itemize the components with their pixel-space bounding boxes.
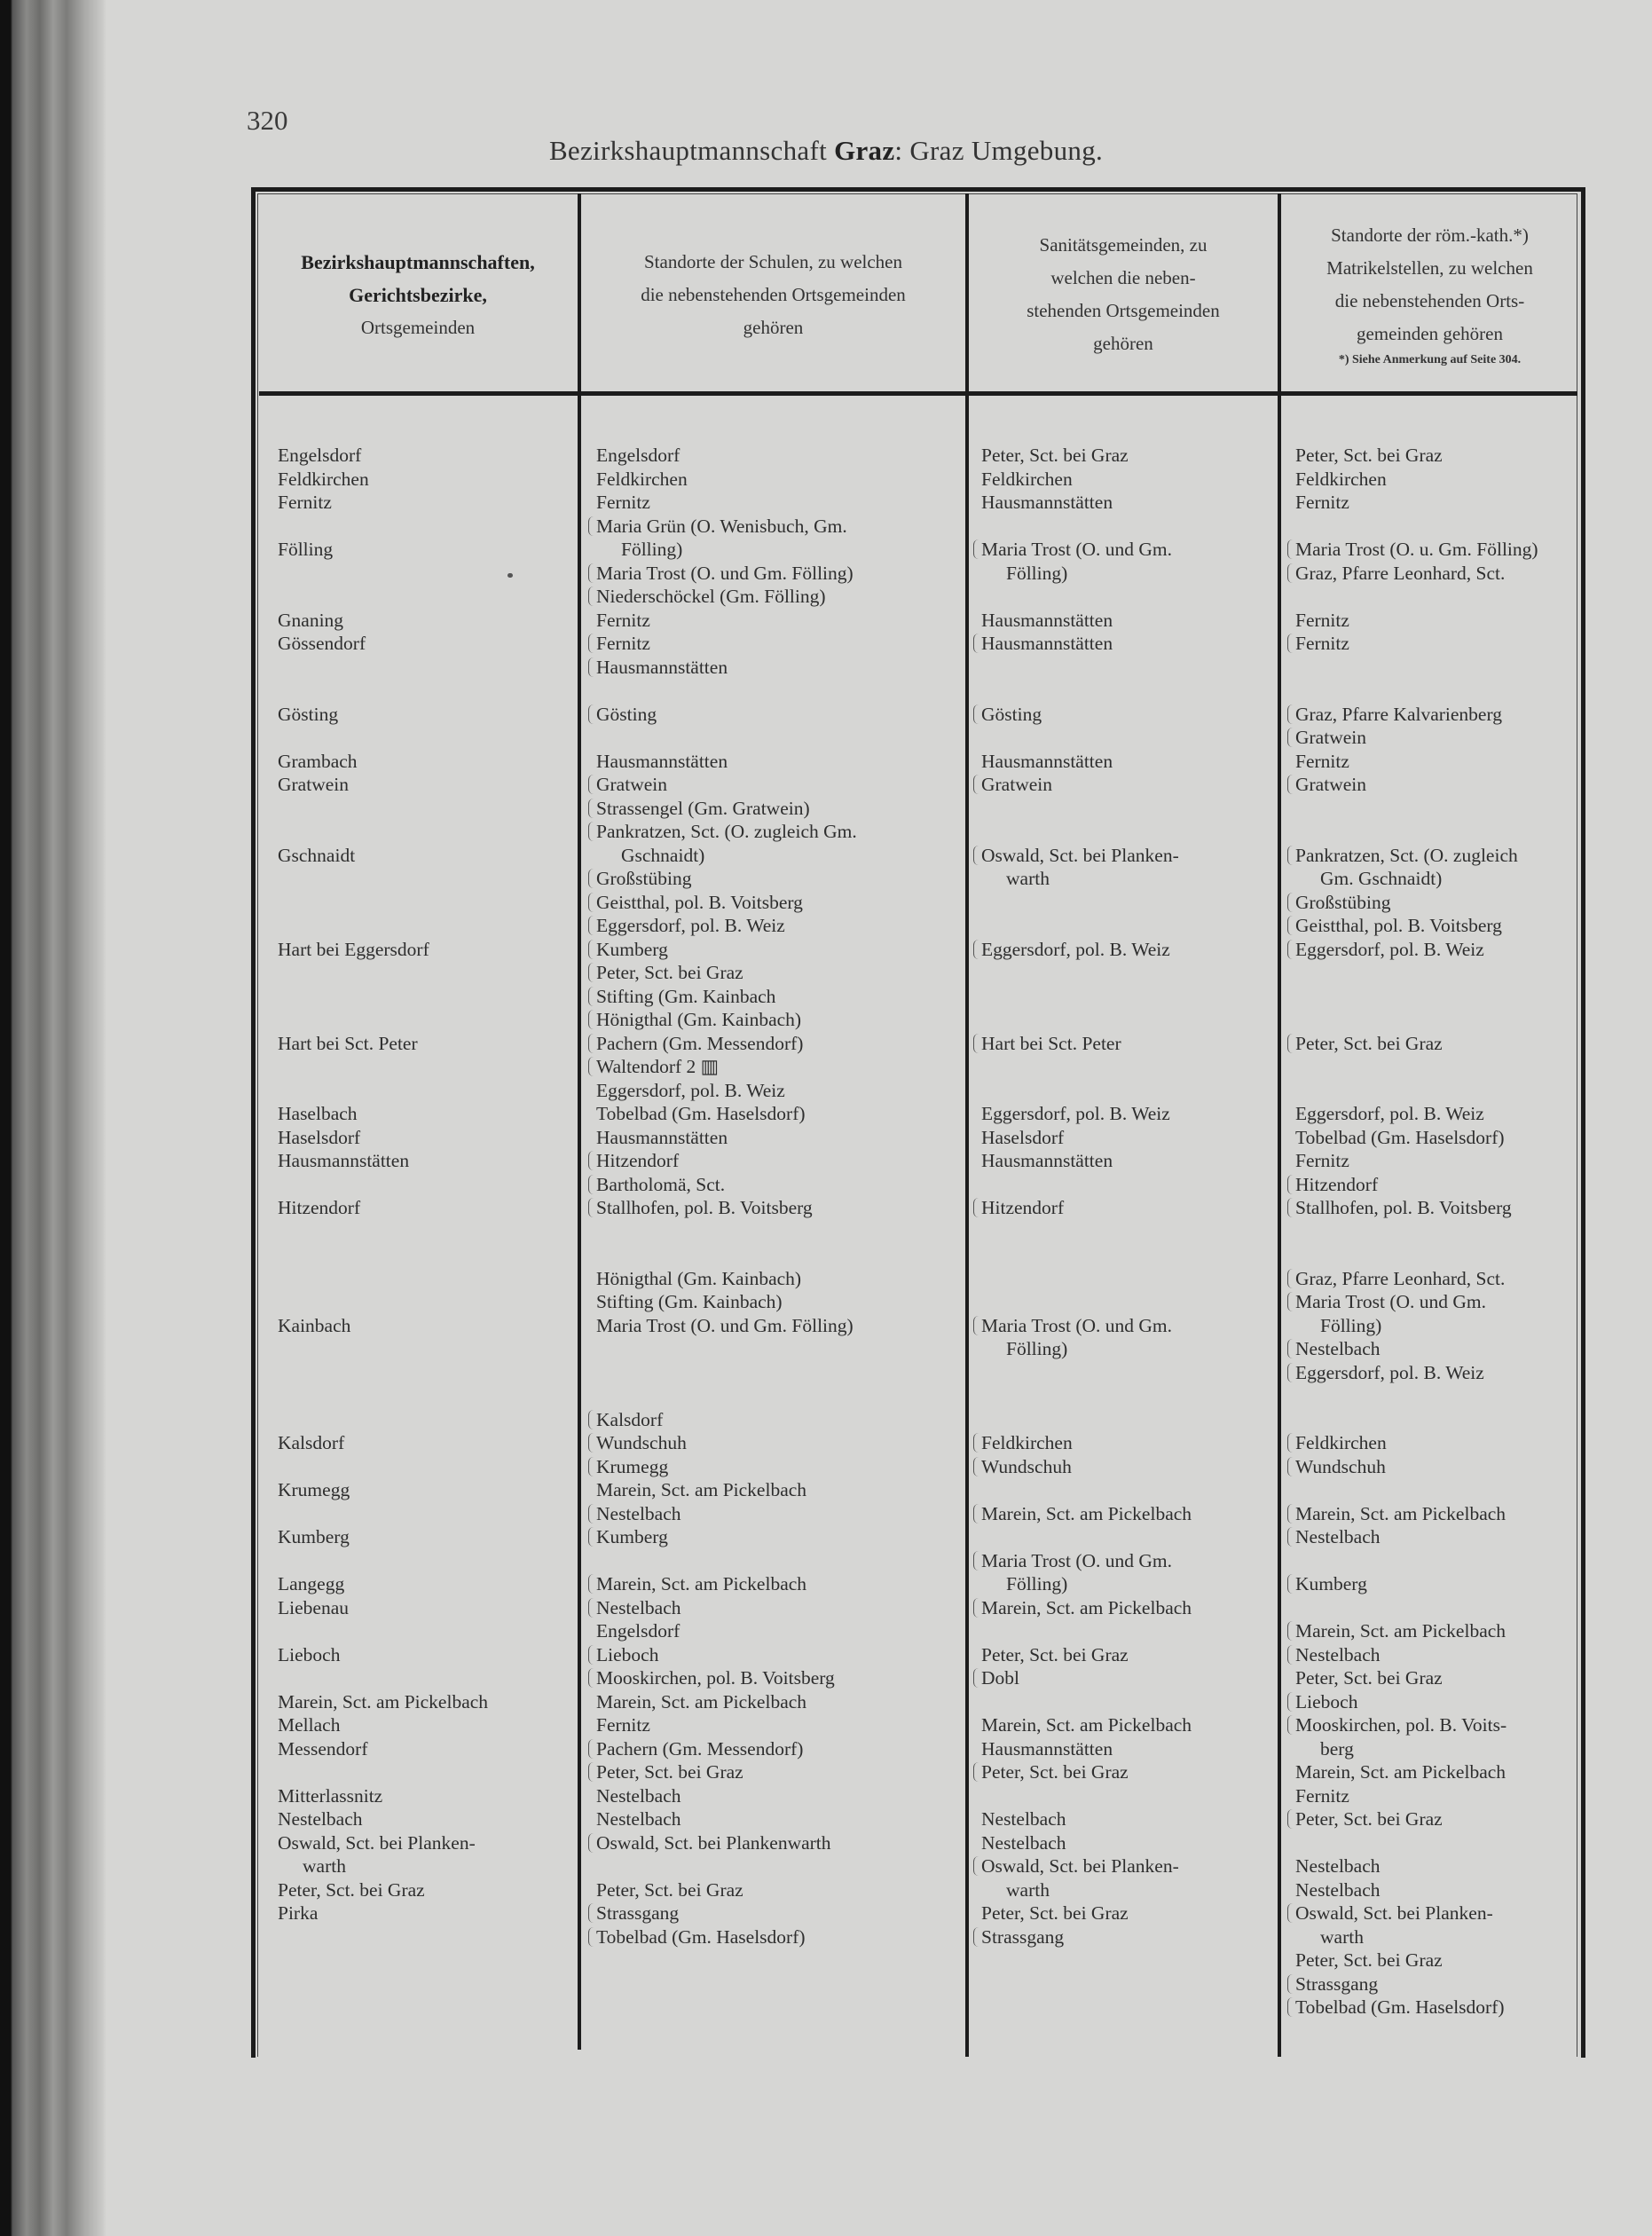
cell-line: Stifting (Gm. Kainbach): [596, 1291, 783, 1312]
cell-line: Gm. Gschnaidt): [1320, 868, 1443, 889]
cell-line: Engelsdorf: [596, 1620, 680, 1642]
cell-spacer: [1295, 1220, 1579, 1244]
header-line: Bezirkshauptmannschaften,: [301, 250, 535, 273]
cell-line: Nestelbach: [278, 1808, 363, 1830]
cell-line: Graz, Pfarre Leonhard, Sct.: [1295, 562, 1579, 586]
cell-line: Hausmannstätten: [278, 1150, 410, 1171]
cell-line: Marein, Sct. am Pickelbach: [278, 1690, 489, 1712]
cell-spacer: [278, 1290, 570, 1314]
cell-line: Grambach: [278, 750, 358, 772]
cell-spacer: [278, 914, 570, 938]
cell-spacer: [278, 1173, 570, 1197]
cell-line: Fernitz: [1295, 1784, 1349, 1807]
cell-line: Feldkirchen: [1295, 1431, 1579, 1455]
cell-line: Maria Trost (O. und Gm.: [981, 538, 1287, 562]
cell-line: Mitterlassnitz: [278, 1784, 383, 1807]
cell-line: Krumegg: [596, 1455, 960, 1479]
column-ortsgemeinden: [278, 444, 570, 1925]
cell-spacer: [278, 1008, 570, 1032]
cell-line: Gratwein: [981, 773, 1287, 797]
cell-spacer: [981, 1525, 1287, 1549]
print-speck: [507, 573, 513, 578]
cell-spacer: [981, 1008, 1287, 1032]
cell-line: Messendorf: [278, 1737, 368, 1760]
cell-line: Tobelbad (Gm. Haselsdorf): [596, 1103, 806, 1124]
cell-line: Hausmannstätten: [981, 609, 1113, 631]
cell-line: Peter, Sct. bei Graz: [981, 445, 1129, 466]
cell-spacer: [278, 1619, 570, 1643]
cell-line: Dobl: [981, 1666, 1287, 1690]
cell-line: Marein, Sct. am Pickelbach: [596, 1690, 807, 1712]
page-number: 320: [247, 105, 288, 136]
cell-line: Wundschuh: [981, 1455, 1287, 1479]
cell-line: Lieboch: [596, 1643, 960, 1667]
cell-spacer: [278, 1243, 570, 1267]
header-schulen: [582, 200, 964, 390]
cell-spacer: [1295, 1831, 1579, 1855]
cell-line: Fernitz: [1295, 1150, 1349, 1171]
cell-line: Geistthal, pol. B. Voitsberg: [1295, 914, 1579, 938]
cell-spacer: [981, 1690, 1287, 1714]
cell-line: Hart bei Eggersdorf: [278, 938, 429, 960]
cell-line: Strassgang: [596, 1901, 960, 1925]
cell-line: Nestelbach: [981, 1831, 1066, 1854]
cell-line: Graz, Pfarre Kalvarienberg: [1295, 703, 1579, 727]
cell-line: Nestelbach: [1295, 1337, 1579, 1361]
cell-line: Bartholomä, Sct.: [596, 1173, 960, 1197]
cell-line: Kumberg: [596, 938, 960, 962]
cell-line: Krumegg: [278, 1479, 350, 1500]
cell-spacer: [981, 585, 1287, 609]
cell-spacer: [278, 961, 570, 985]
cell-line: Peter, Sct. bei Graz: [596, 961, 960, 985]
header-line: die nebenstehenden Orts-: [1334, 290, 1525, 311]
cell-spacer: [278, 1455, 570, 1479]
cell-spacer: [981, 914, 1287, 938]
cell-line: Hausmannstätten: [596, 1126, 728, 1148]
cell-spacer: [596, 1549, 960, 1573]
cell-line: Gösting: [981, 703, 1287, 727]
cell-line: Hausmannstätten: [981, 750, 1113, 772]
cell-line: Peter, Sct. bei Graz: [278, 1878, 425, 1901]
cell-spacer: [1295, 1079, 1579, 1103]
cell-line: Hönigthal (Gm. Kainbach): [596, 1267, 802, 1289]
cell-line: Gössendorf: [278, 633, 366, 654]
header-line: die nebenstehenden Ortsgemeinden: [641, 283, 906, 305]
cell-line: Pankratzen, Sct. (O. zugleich Gm.: [596, 820, 960, 844]
cell-line: Haselbach: [278, 1103, 358, 1124]
cell-spacer: [596, 1854, 960, 1878]
cell-spacer: [278, 515, 570, 539]
cell-spacer: [1295, 1008, 1579, 1032]
cell-line: Hausmannstätten: [981, 1737, 1113, 1760]
column-matrikelstellen: [1295, 444, 1579, 2019]
cell-spacer: [1295, 1055, 1579, 1079]
cell-line: Eggersdorf, pol. B. Weiz: [1295, 938, 1579, 962]
cell-line: Fölling): [1006, 562, 1068, 584]
cell-line: Haselsdorf: [981, 1126, 1065, 1148]
cell-line: Kalsdorf: [596, 1408, 960, 1432]
cell-line: Haselsdorf: [278, 1126, 361, 1148]
cell-line: Engelsdorf: [278, 445, 362, 466]
cell-spacer: [596, 1384, 960, 1408]
cell-line: Pachern (Gm. Messendorf): [596, 1737, 960, 1761]
cell-spacer: [596, 1337, 960, 1361]
cell-line: Gschnaidt: [278, 844, 356, 866]
cell-line: Eggersdorf, pol. B. Weiz: [1295, 1103, 1484, 1124]
cell-spacer: [981, 891, 1287, 915]
cell-line: Feldkirchen: [981, 1431, 1287, 1455]
cell-line: Kalsdorf: [278, 1432, 345, 1453]
cell-line: Gratwein: [278, 774, 349, 795]
cell-line: Maria Trost (O. und Gm. Fölling): [596, 1314, 854, 1336]
cell-line: Hitzendorf: [278, 1197, 361, 1218]
cell-spacer: [981, 679, 1287, 703]
cell-spacer: [278, 891, 570, 915]
cell-line: Peter, Sct. bei Graz: [596, 1878, 743, 1901]
cell-line: warth: [1320, 1925, 1364, 1948]
cell-spacer: [981, 1361, 1287, 1385]
cell-spacer: [1295, 656, 1579, 680]
cell-line: Oswald, Sct. bei Planken-: [981, 1854, 1287, 1878]
running-head-bold: Graz: [834, 135, 895, 166]
cell-line: Fernitz: [596, 632, 960, 656]
cell-spacer: [278, 585, 570, 609]
cell-line: Feldkirchen: [1295, 468, 1387, 490]
cell-spacer: [981, 1267, 1287, 1291]
cell-spacer: [278, 1079, 570, 1103]
cell-line: Marein, Sct. am Pickelbach: [596, 1479, 807, 1500]
cell-line: Fölling): [1006, 1573, 1068, 1594]
cell-spacer: [278, 985, 570, 1009]
cell-line: warth: [1006, 868, 1050, 889]
cell-line: Oswald, Sct. bei Planken-: [981, 844, 1287, 868]
cell-spacer: [1295, 585, 1579, 609]
cell-line: Oswald, Sct. bei Planken-: [278, 1831, 476, 1854]
cell-line: Nestelbach: [596, 1596, 960, 1620]
cell-line: Kainbach: [278, 1314, 351, 1336]
cell-spacer: [278, 656, 570, 680]
cell-line: Wundschuh: [596, 1431, 960, 1455]
cell-spacer: [596, 679, 960, 703]
cell-line: Liebenau: [278, 1596, 349, 1618]
cell-line: Peter, Sct. bei Graz: [1295, 1667, 1443, 1689]
cell-line: Pankratzen, Sct. (O. zugleich: [1295, 844, 1579, 868]
cell-line: Strassengel (Gm. Gratwein): [596, 797, 960, 821]
cell-line: Fölling): [1006, 1338, 1068, 1359]
cell-line: Kumberg: [1295, 1572, 1579, 1596]
cell-line: Kumberg: [596, 1525, 960, 1549]
cell-spacer: [981, 1055, 1287, 1079]
cell-line: Peter, Sct. bei Graz: [981, 1760, 1287, 1784]
header-line: welchen die neben-: [1050, 267, 1196, 288]
cell-line: Hausmannstätten: [981, 492, 1113, 513]
cell-line: Maria Grün (O. Wenisbuch, Gm.: [596, 515, 960, 539]
cell-spacer: [981, 1384, 1287, 1408]
header-line: Gerichtsbezirke,: [349, 283, 487, 306]
cell-line: Eggersdorf, pol. B. Weiz: [981, 938, 1287, 962]
cell-line: Tobelbad (Gm. Haselsdorf): [1295, 1996, 1579, 2019]
cell-line: berg: [1320, 1737, 1354, 1760]
cell-line: Gösting: [596, 703, 960, 727]
cell-line: Tobelbad (Gm. Haselsdorf): [596, 1925, 960, 1949]
column-rule-2: [965, 193, 969, 2057]
cell-spacer: [1295, 820, 1579, 844]
cell-spacer: [1295, 679, 1579, 703]
cell-line: Peter, Sct. bei Graz: [1295, 445, 1443, 466]
cell-spacer: [1295, 1384, 1579, 1408]
cell-line: Hausmannstätten: [981, 1150, 1113, 1171]
running-head-suffix: : Graz Umgebung.: [894, 135, 1104, 166]
cell-line: Mooskirchen, pol. B. Voitsberg: [596, 1666, 960, 1690]
cell-spacer: [1295, 961, 1579, 985]
cell-spacer: [981, 1408, 1287, 1432]
cell-line: Maria Trost (O. u. Gm. Fölling): [1295, 538, 1579, 562]
header-line: gemeinden gehören: [1356, 323, 1504, 344]
scan-gutter-shadow: [0, 0, 106, 2236]
cell-spacer: [981, 1173, 1287, 1197]
cell-spacer: [596, 726, 960, 750]
cell-line: Gratwein: [596, 773, 960, 797]
cell-line: Hitzendorf: [981, 1196, 1287, 1220]
cell-spacer: [278, 1408, 570, 1432]
cell-line: Hart bei Sct. Peter: [981, 1032, 1287, 1056]
cell-line: Nestelbach: [596, 1808, 681, 1830]
header-line: gehören: [743, 316, 804, 338]
cell-line: Gratwein: [1295, 773, 1579, 797]
header-ortsgemeinden: [259, 200, 577, 390]
cell-line: Fernitz: [596, 1714, 650, 1736]
cell-spacer: [981, 1290, 1287, 1314]
cell-line: Oswald, Sct. bei Planken-: [1295, 1901, 1579, 1925]
cell-line: Wundschuh: [1295, 1455, 1579, 1479]
cell-line: Nestelbach: [596, 1502, 960, 1526]
cell-line: warth: [1006, 1878, 1050, 1901]
cell-line: Feldkirchen: [278, 468, 369, 490]
cell-line: warth: [303, 1855, 346, 1877]
cell-spacer: [278, 867, 570, 891]
cell-line: Peter, Sct. bei Graz: [1295, 1032, 1579, 1056]
cell-line: Peter, Sct. bei Graz: [981, 1902, 1129, 1924]
cell-line: Mooskirchen, pol. B. Voits-: [1295, 1713, 1579, 1737]
cell-line: Fernitz: [596, 609, 650, 631]
cell-spacer: [981, 1079, 1287, 1103]
cell-line: Fernitz: [596, 492, 650, 513]
cell-line: Gösting: [278, 703, 339, 725]
cell-line: Pirka: [278, 1902, 319, 1924]
cell-spacer: [1295, 1549, 1579, 1573]
cell-spacer: [1295, 797, 1579, 821]
cell-line: Lieboch: [1295, 1690, 1579, 1714]
cell-line: Geistthal, pol. B. Voitsberg: [596, 891, 960, 915]
cell-line: Peter, Sct. bei Graz: [1295, 1807, 1579, 1831]
cell-line: Maria Trost (O. und Gm.: [981, 1549, 1287, 1573]
cell-line: Hausmannstätten: [596, 750, 728, 772]
cell-line: Maria Trost (O. und Gm. Fölling): [596, 562, 960, 586]
cell-line: Waltendorf 2 ▥: [596, 1055, 960, 1079]
header-sanitaetsgemeinden: [970, 200, 1277, 390]
cell-line: Hitzendorf: [596, 1149, 960, 1173]
cell-line: Peter, Sct. bei Graz: [981, 1643, 1129, 1665]
cell-line: Niederschöckel (Gm. Fölling): [596, 585, 960, 609]
cell-line: Peter, Sct. bei Graz: [1295, 1949, 1443, 1971]
cell-spacer: [278, 1760, 570, 1784]
cell-spacer: [981, 961, 1287, 985]
cell-spacer: [278, 562, 570, 586]
cell-line: Hart bei Sct. Peter: [278, 1032, 418, 1054]
cell-spacer: [278, 1337, 570, 1361]
cell-line: Mellach: [278, 1714, 341, 1736]
cell-line: Eggersdorf, pol. B. Weiz: [1295, 1361, 1579, 1385]
cell-spacer: [596, 1220, 960, 1244]
cell-line: Hitzendorf: [1295, 1173, 1579, 1197]
cell-line: Langegg: [278, 1573, 345, 1594]
header-matrikelstellen: [1282, 200, 1577, 390]
cell-spacer: [278, 679, 570, 703]
cell-line: Stallhofen, pol. B. Voitsberg: [596, 1196, 960, 1220]
cell-line: Gschnaidt): [621, 844, 705, 866]
cell-spacer: [981, 820, 1287, 844]
cell-line: Gnaning: [278, 609, 344, 631]
header-footnote: *) Siehe Anmerkung auf Seite 304.: [1338, 353, 1522, 366]
cell-line: Nestelbach: [1295, 1878, 1381, 1901]
cell-line: Nestelbach: [1295, 1525, 1579, 1549]
running-head-prefix: Bezirkshauptmannschaft: [548, 135, 827, 166]
cell-line: Maria Trost (O. und Gm.: [1295, 1290, 1579, 1314]
cell-line: Oswald, Sct. bei Plankenwarth: [596, 1831, 960, 1855]
cell-line: Marein, Sct. am Pickelbach: [981, 1596, 1287, 1620]
cell-line: Gratwein: [1295, 726, 1579, 750]
cell-line: Kumberg: [278, 1526, 350, 1547]
cell-line: Fölling: [278, 539, 334, 560]
cell-line: Tobelbad (Gm. Haselsdorf): [1295, 1126, 1505, 1148]
cell-line: Nestelbach: [1295, 1855, 1381, 1877]
cell-line: Marein, Sct. am Pickelbach: [1295, 1619, 1579, 1643]
cell-spacer: [1295, 985, 1579, 1009]
cell-line: Engelsdorf: [596, 445, 680, 466]
cell-line: Pachern (Gm. Messendorf): [596, 1032, 960, 1056]
header-line: Matrikelstellen, zu welchen: [1326, 257, 1533, 279]
cell-line: Hausmannstätten: [596, 656, 960, 680]
cell-spacer: [1295, 1243, 1579, 1267]
cell-spacer: [981, 1243, 1287, 1267]
cell-line: Eggersdorf, pol. B. Weiz: [981, 1103, 1170, 1124]
cell-spacer: [981, 1220, 1287, 1244]
cell-spacer: [981, 1478, 1287, 1502]
cell-line: Stifting (Gm. Kainbach: [596, 985, 960, 1009]
cell-spacer: [278, 820, 570, 844]
cell-line: Fölling): [1320, 1314, 1382, 1336]
cell-line: Graz, Pfarre Leonhard, Sct.: [1295, 1267, 1579, 1291]
cell-spacer: [278, 1055, 570, 1079]
cell-spacer: [278, 1502, 570, 1526]
column-sanitaetsgemeinden: [981, 444, 1287, 1949]
column-rule-1: [578, 193, 581, 2050]
cell-line: Feldkirchen: [981, 468, 1073, 490]
cell-spacer: [981, 656, 1287, 680]
header-line: Ortsgemeinden: [360, 316, 476, 338]
cell-spacer: [981, 797, 1287, 821]
cell-spacer: [278, 726, 570, 750]
cell-spacer: [981, 1784, 1287, 1808]
cell-line: Strassgang: [1295, 1972, 1579, 1996]
cell-spacer: [1295, 1478, 1579, 1502]
cell-line: Hausmannstätten: [981, 632, 1287, 656]
header-line: stehenden Ortsgemeinden: [1027, 300, 1220, 321]
cell-spacer: [981, 515, 1287, 539]
cell-line: Strassgang: [981, 1925, 1287, 1949]
cell-line: Fölling): [621, 539, 683, 560]
cell-line: Marein, Sct. am Pickelbach: [596, 1572, 960, 1596]
cell-spacer: [1295, 1596, 1579, 1620]
header-divider-rule: [259, 391, 1577, 396]
cell-line: Stallhofen, pol. B. Voitsberg: [1295, 1196, 1579, 1220]
cell-line: Nestelbach: [596, 1784, 681, 1807]
cell-line: Marein, Sct. am Pickelbach: [981, 1502, 1287, 1526]
cell-spacer: [278, 1384, 570, 1408]
cell-line: Marein, Sct. am Pickelbach: [1295, 1761, 1506, 1783]
header-line: Standorte der Schulen, zu welchen: [644, 250, 902, 272]
cell-line: Marein, Sct. am Pickelbach: [981, 1714, 1192, 1736]
column-schulen: [596, 444, 960, 1949]
cell-spacer: [278, 797, 570, 821]
cell-line: Fernitz: [1295, 492, 1349, 513]
header-line: gehören: [1093, 333, 1153, 354]
cell-spacer: [278, 1361, 570, 1385]
cell-spacer: [1295, 1408, 1579, 1432]
cell-line: Nestelbach: [1295, 1643, 1579, 1667]
cell-line: Fernitz: [1295, 632, 1579, 656]
cell-line: Nestelbach: [981, 1808, 1066, 1830]
cell-line: Lieboch: [278, 1643, 341, 1665]
cell-line: Großstübing: [1295, 891, 1579, 915]
running-head: [0, 135, 1652, 167]
cell-line: Fernitz: [1295, 750, 1349, 772]
header-line: Sanitätsgemeinden, zu: [1039, 234, 1208, 256]
cell-line: Feldkirchen: [596, 468, 688, 490]
cell-line: Fernitz: [278, 492, 332, 513]
cell-spacer: [596, 1361, 960, 1385]
cell-line: Eggersdorf, pol. B. Weiz: [596, 914, 960, 938]
cell-spacer: [278, 1549, 570, 1573]
cell-line: Eggersdorf, pol. B. Weiz: [596, 1079, 785, 1101]
cell-spacer: [981, 985, 1287, 1009]
cell-spacer: [596, 1243, 960, 1267]
cell-line: Marein, Sct. am Pickelbach: [1295, 1502, 1579, 1526]
cell-spacer: [278, 1220, 570, 1244]
cell-line: Hönigthal (Gm. Kainbach): [596, 1008, 960, 1032]
cell-line: Fernitz: [1295, 609, 1349, 631]
cell-spacer: [981, 726, 1287, 750]
cell-line: Maria Trost (O. und Gm.: [981, 1314, 1287, 1338]
cell-spacer: [981, 1619, 1287, 1643]
cell-line: Großstübing: [596, 867, 960, 891]
cell-spacer: [278, 1267, 570, 1291]
cell-spacer: [1295, 515, 1579, 539]
cell-line: Peter, Sct. bei Graz: [596, 1760, 960, 1784]
header-line: Standorte der röm.-kath.*): [1331, 224, 1529, 246]
cell-spacer: [278, 1666, 570, 1690]
